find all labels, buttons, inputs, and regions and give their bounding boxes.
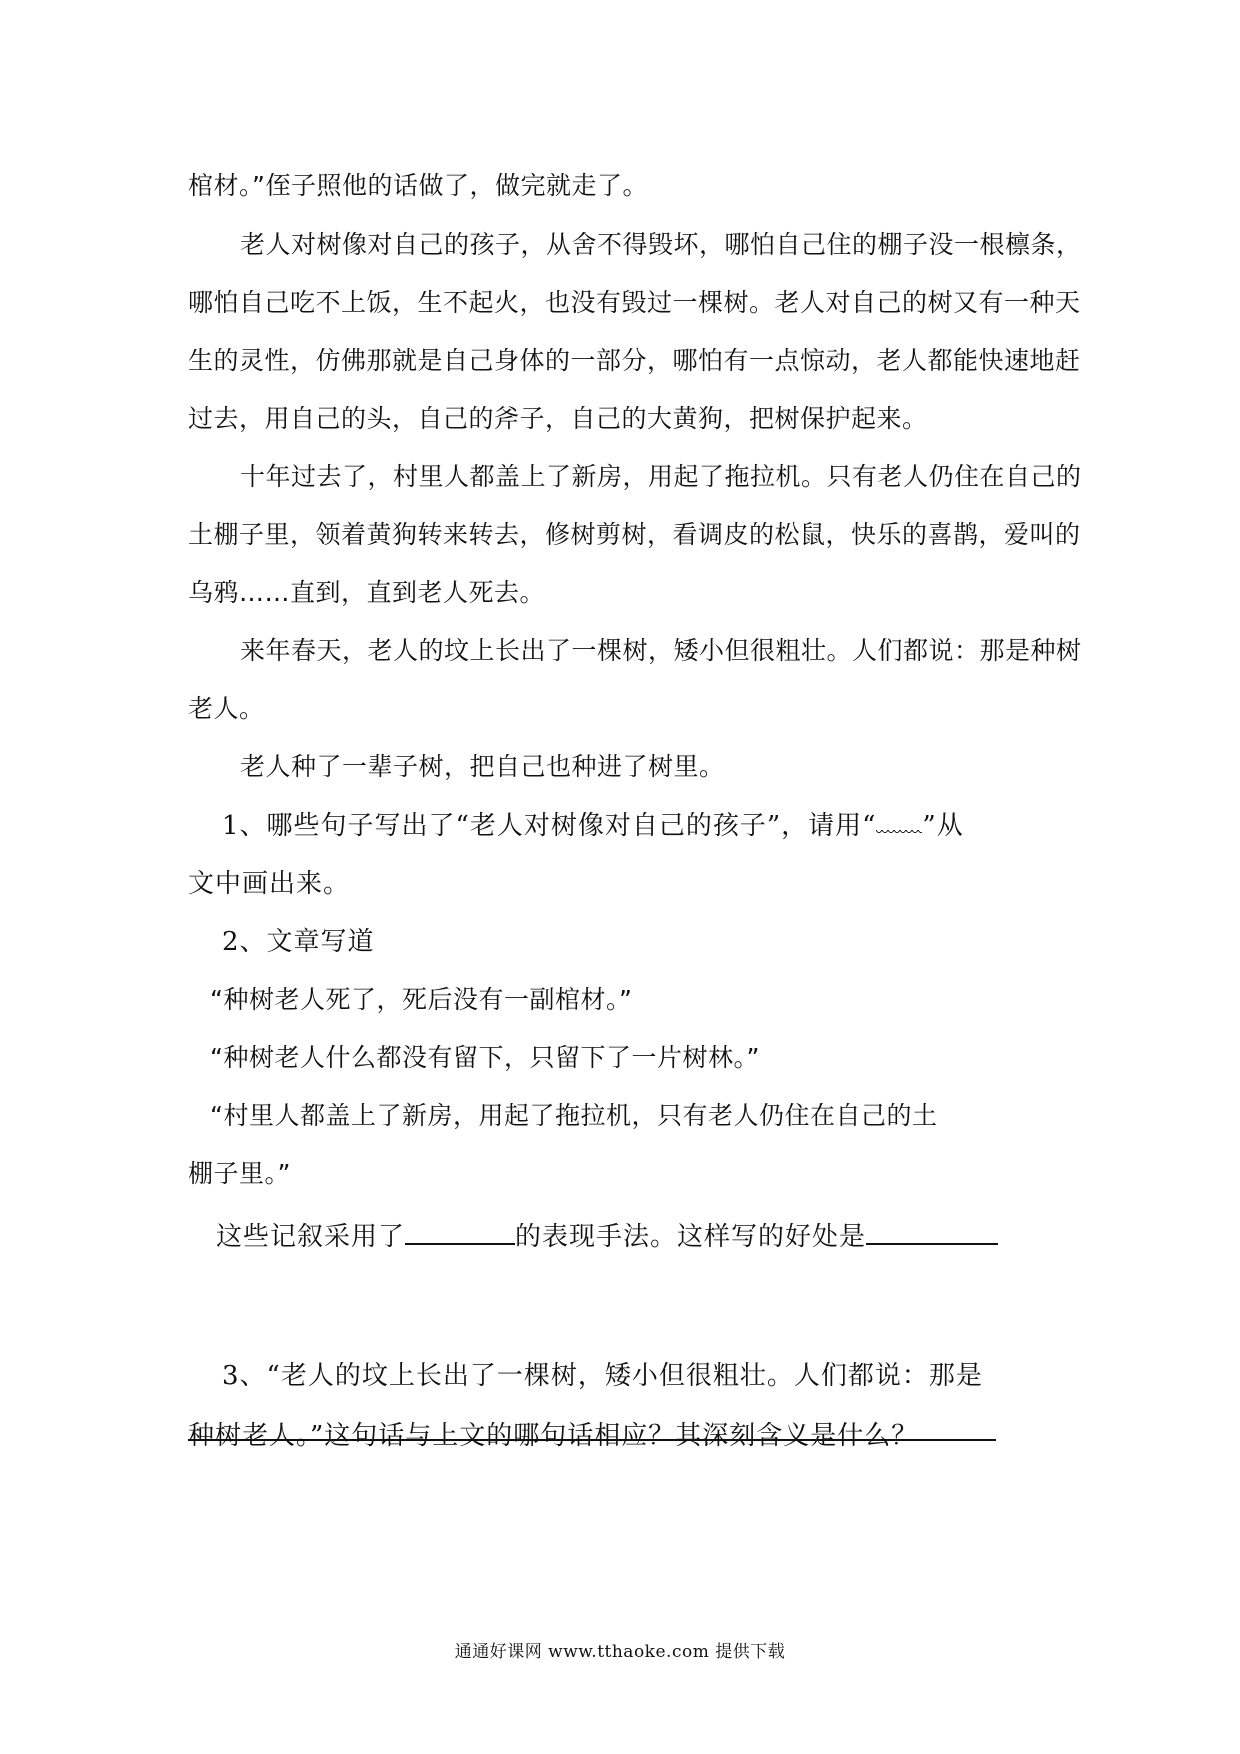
- question-1-line: 文中画出来。: [188, 869, 351, 899]
- question-3-line: 3、“老人的坟上长出了一棵树，矮小但很粗壮。人们都说：那是: [222, 1361, 983, 1391]
- passage-line: 十年过去了，村里人都盖上了新房，用起了拖拉机。只有老人仍住在自己的: [240, 462, 1082, 491]
- answer-blank[interactable]: [405, 1215, 515, 1245]
- passage-line: 老人。: [188, 694, 265, 723]
- question-2-quote: “种树老人死了，死后没有一副棺材。”: [210, 985, 633, 1014]
- question-1-text-end: ”从: [922, 811, 964, 841]
- passage-line: 土棚子里，领着黄狗转来转去，修树剪树，看调皮的松鼠，快乐的喜鹊，爱叫的: [188, 520, 1081, 549]
- question-2-quote: 棚子里。”: [188, 1159, 291, 1188]
- passage-line: 来年春天，老人的坟上长出了一棵树，矮小但很粗壮。人们都说：那是种树: [240, 636, 1082, 665]
- passage-line: 老人种了一辈子树，把自己也种进了树里。: [240, 752, 725, 781]
- question-2-quote: “村里人都盖上了新房，用起了拖拉机，只有老人仍住在自己的土: [210, 1101, 938, 1130]
- passage-line: 生的灵性，仿佛那就是自己身体的一部分，哪怕有一点惊动，老人都能快速地赶: [188, 346, 1081, 375]
- question-2-heading: 2、文章写道: [222, 927, 375, 957]
- question-1-line: [222, 806, 1102, 846]
- answer-blank[interactable]: [866, 1215, 998, 1245]
- passage-line: 老人对树像对自己的孩子，从舍不得毁坏，哪怕自己住的棚子没一根檩条，: [240, 230, 1082, 259]
- passage-line: 乌鸦……直到，直到老人死去。: [188, 578, 546, 607]
- question-2-fill-line: [216, 1215, 1096, 1257]
- question-2-quote: “种树老人什么都没有留下，只留下了一片树林。”: [210, 1043, 760, 1072]
- question-2-fill-text: 这些记叙采用了: [216, 1222, 406, 1252]
- question-2-fill-text: 的表现手法。这样写的好处是: [515, 1222, 867, 1252]
- passage-line: 哪怕自己吃不上饭，生不起火，也没有毁过一棵树。老人对自己的树又有一种天: [188, 288, 1081, 317]
- question-1-text: 1、哪些句子写出了“老人对树像对自己的孩子”，请用“: [222, 811, 877, 841]
- question-3-line: 种树老人。”这句话与上文的哪句话相应？其深刻含义是什么？: [188, 1421, 919, 1451]
- footer-credit: 通通好课网 www.tthaoke.com 提供下载: [454, 1642, 786, 1662]
- passage-line: 棺材。”侄子照他的话做了，做完就走了。: [188, 171, 648, 200]
- wavy-underline-mark: [876, 812, 922, 834]
- passage-line: 过去，用自己的头，自己的斧子，自己的大黄狗，把树保护起来。: [188, 404, 928, 433]
